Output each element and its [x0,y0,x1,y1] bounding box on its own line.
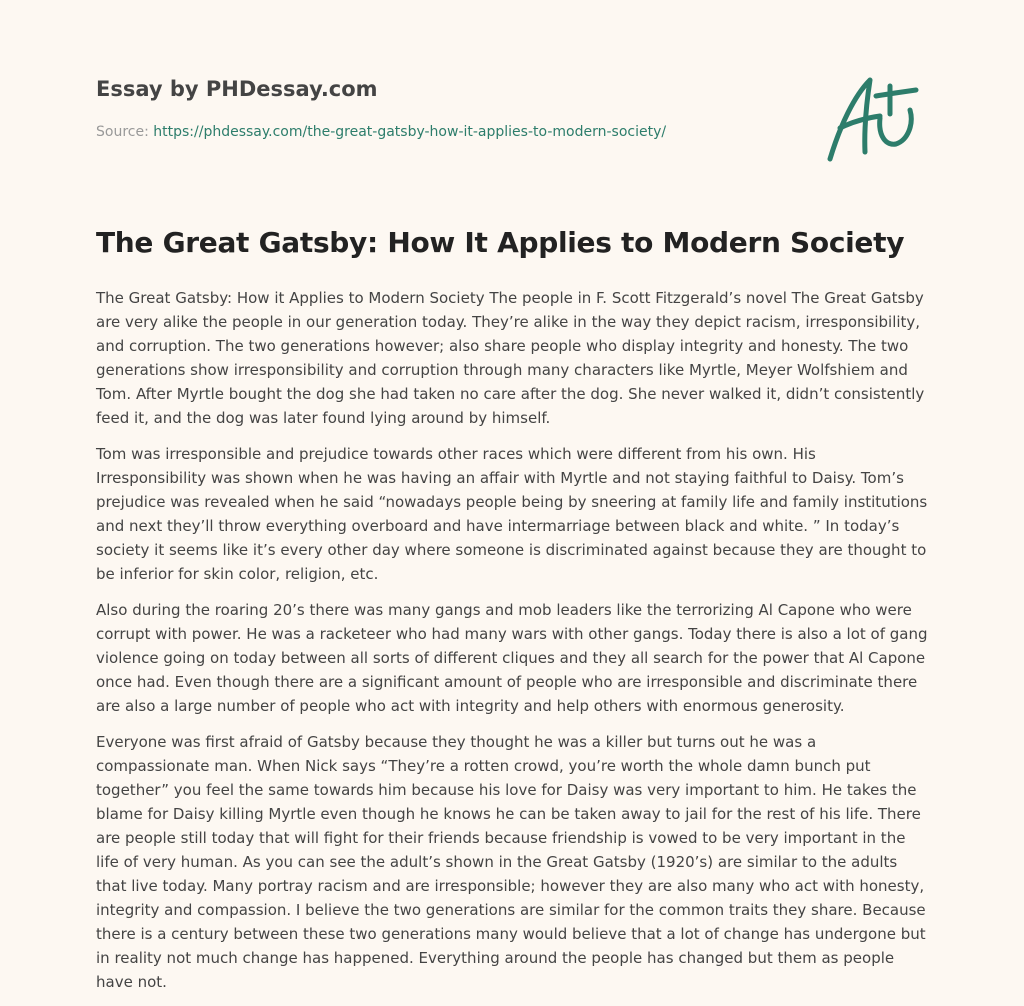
site-brand: Essay by PHDessay.com [96,77,378,101]
source-line [96,124,666,140]
paragraph: Everyone was first afraid of Gatsby because they thought he was a killer but turns out he was a compassionate man. When Nick says “They’re a rotten crowd, you’re worth the whole damn bunch put together” you feel the same towards him because his love for Daisy was very important to him. He takes the blame for Daisy killing Myrtle even though he knows he can be taken away to jail for the rest of his life. There are people still today that will fight for their friends because friendship is vowed to be very important in the life of very human. As you can see the adult’s shown in the Great Gatsby (1920’s) are similar to the adults that live today. Many portray racism and are irresponsible; however they are also many who act with honesty, integrity and compassion. I believe the two generations are similar for the common traits they share. Because there is a century between these two generations many would believe that a lot of change has undergone but in reality not much change has happened. Everything around the people has changed but them as people have not. [96,733,926,991]
source-link[interactable]: https://phdessay.com/the-great-gatsby-how-it-applies-to-modern-society/ [153,124,667,140]
paragraph: Also during the roaring 20’s there was many gangs and mob leaders like the terrorizing Al Capone who were corrupt with power. He was a racketeer who had many wars with other gangs. Today there is also a lot of gang violence going on today between all sorts of different cliques and they all search for the power that Al Capone once had. Even though there are a significant amount of people who are irresponsible and discriminate there are also a large number of people who act with integrity and help others with enormous generosity. [96,601,928,715]
source-label: Source: [96,124,149,140]
article-body [96,286,928,1006]
article-title: The Great Gatsby: How It Applies to Modern Society [96,226,905,259]
paragraph: The Great Gatsby: How it Applies to Modern Society The people in F. Scott Fitzgerald’s novel The Great Gatsby are very alike the people in our generation today. They’re alike in the way they depict racism, irresponsibility, and corruption. The two generations however; also share people who display integrity and honesty. The two generations show irresponsibility and corruption through many characters like Myrtle, Meyer Wolfshiem and Tom. After Myrtle bought the dog she had taken no care after the dog. She never walked it, didn’t consistently feed it, and the dog was later found lying around by himself. [96,289,925,427]
a-plus-logo-icon [818,66,928,166]
paragraph: Tom was irresponsible and prejudice towards other races which were different from his own. His Irresponsibility was shown when he was having an affair with Myrtle and not staying faithful to Daisy. Tom’s prejudice was revealed when he said “nowadays people being by sneering at family life and family institutions and next they’ll throw everything overboard and have intermarriage between black and white. ” In today’s society it seems like it’s every other day where someone is discriminated against because they are thought to be inferior for skin color, religion, etc. [96,445,928,583]
